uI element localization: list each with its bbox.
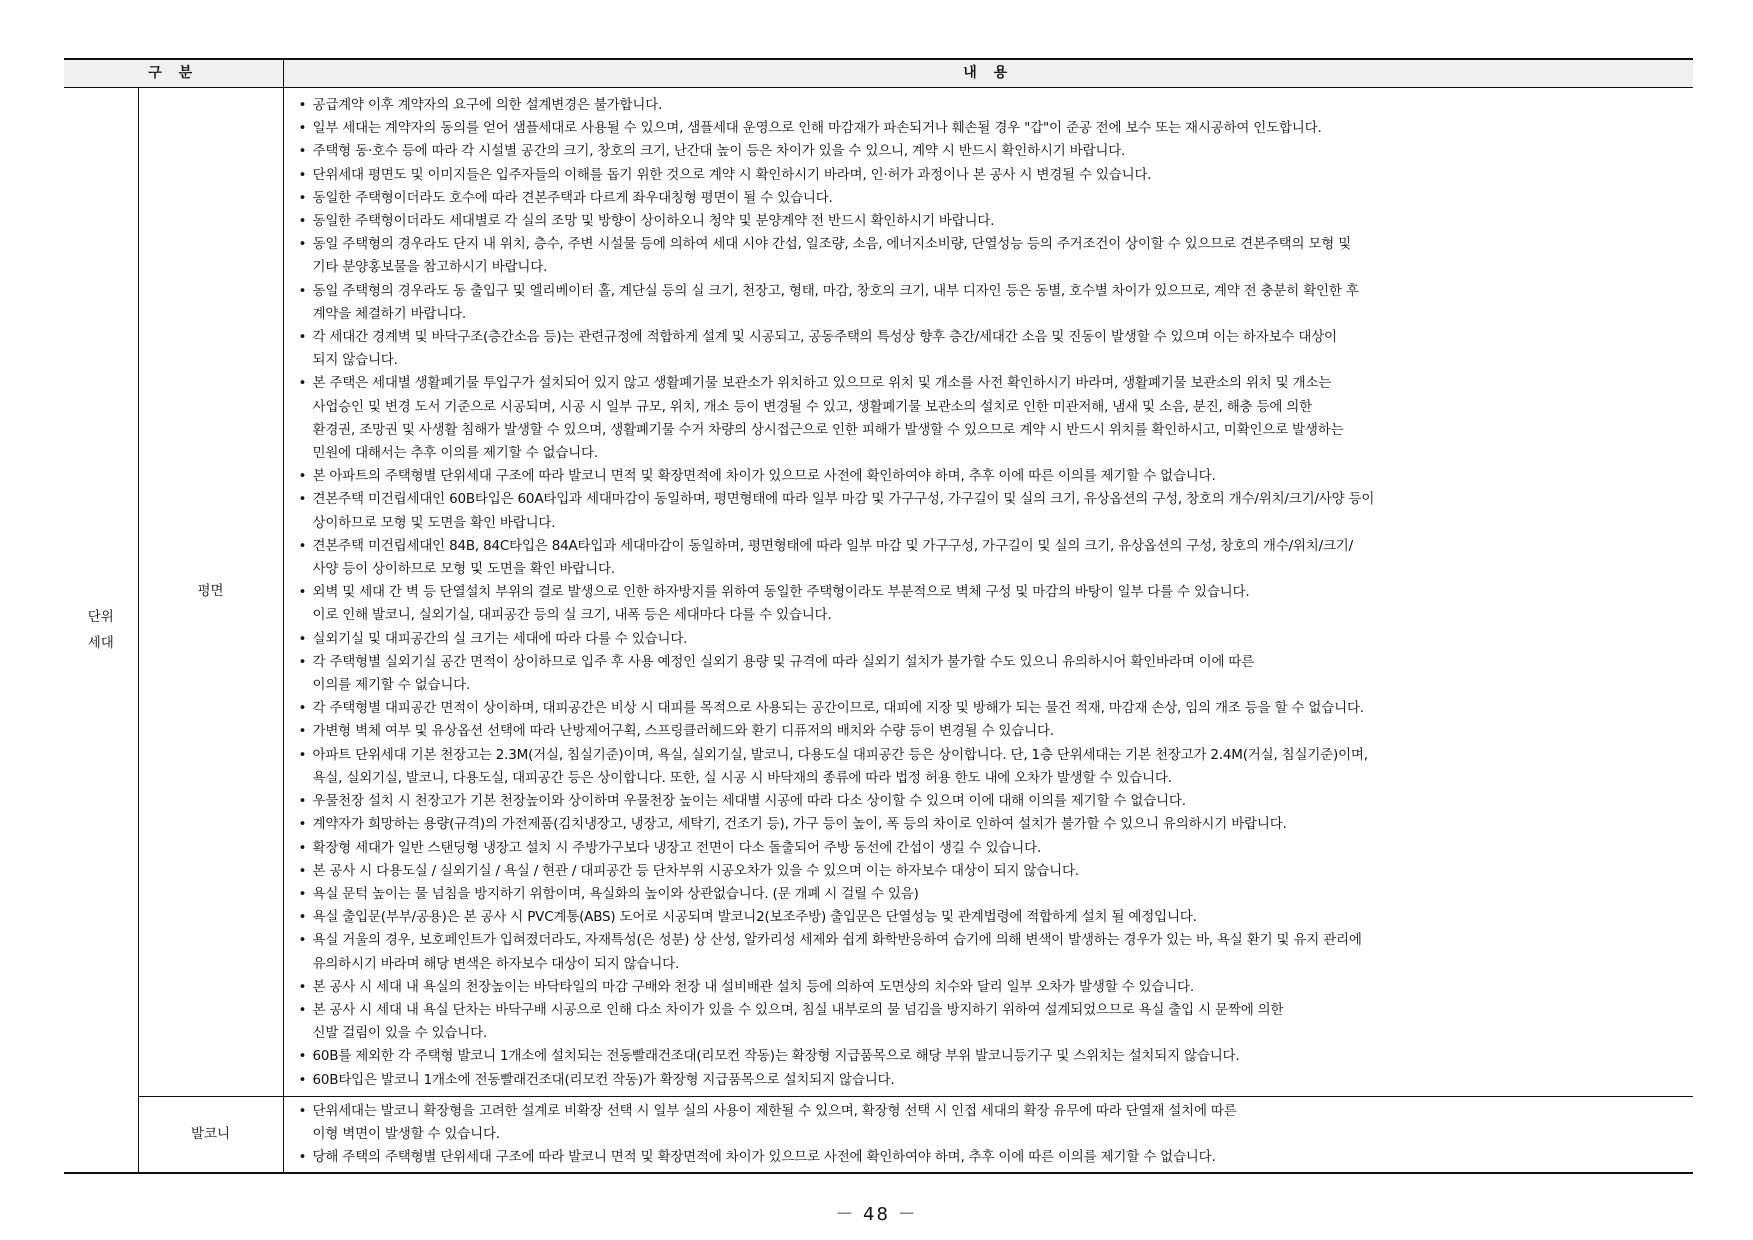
plan-note-item: • 가변형 벽체 여부 및 유상옵션 선택에 따라 난방제어구획, 스프링클러헤드와 환기 디퓨저의 배치와 수량 등이 변경될 수 있습니다. — [298, 720, 1686, 743]
plan-note-item: • 본 주택은 세대별 생활폐기물 투입구가 설치되어 있지 않고 생활폐기물 보관소가 위치하고 있으므로 위치 및 개소를 사전 확인하시기 바라며, 생활폐기물 보관소의 위치 및 개소는 사업승인 및 변경 도서 기준으로 시공되며, 시공 시 일부 규모, 위치, 개소 등이 변경될 수 있고, 생활폐기물 보관소의 설치로 인한 미관저해, 냄새 및 소음, 분진, 해충 등에 의한 환경권, 조망권 및 사생활 침해가 발생할 수 있으며, 생활폐기물 수거 차량의 상시접근으로 인한 피해가 발생할 수 있으므로 계약 시 반드시 위치를 확인하시고, 미확인으로 발생하는 민원에 대해서는 추후 이의를 제기할 수 없습니다. — [298, 372, 1686, 465]
plan-note-item: • 단위세대 평면도 및 이미지들은 입주자들의 이해를 돕기 위한 것으로 계약 시 확인하시기 바라며, 인·허가 과정이나 본 공사 시 변경될 수 있습니다. — [298, 164, 1686, 187]
plan-note-item: • 확장형 세대가 일반 스탠딩형 냉장고 설치 시 주방가구보다 냉장고 전면이 다소 돌출되어 주방 동선에 간섭이 생길 수 있습니다. — [298, 837, 1686, 860]
plan-note-item: • 60B를 제외한 각 주택형 발코니 1개소에 설치되는 전동빨래건조대(리모컨 작동)는 확장형 지급품목으로 해당 부위 발코니등기구 및 스위치는 설치되지 않습니다. — [298, 1045, 1686, 1068]
plan-note-item: • 견본주택 미건립세대인 60B타입은 60A타입과 세대마감이 동일하며, 평면형태에 따라 일부 마감 및 가구구성, 가구길이 및 실의 크기, 유상옵션의 구성, 창호의 개수/위치/크기/사양 등이 상이하므로 모형 및 도면을 확인 바랍니다. — [298, 488, 1686, 534]
plan-note-item: • 동일 주택형의 경우라도 동 출입구 및 엘리베이터 홀, 계단실 등의 실 크기, 천장고, 형태, 마감, 창호의 크기, 내부 디자인 등은 동별, 호수별 차이가 있으므로, 계약 전 충분히 확인한 후 계약을 체결하기 바랍니다. — [298, 280, 1686, 326]
plan-note-item: • 욕실 거울의 경우, 보호페인트가 입혀졌더라도, 자재특성(은 성분) 상 산성, 알카리성 세제와 쉽게 화학반응하여 습기에 의해 변색이 발생하는 경우가 있는 바, 욕실 환기 및 유지 관리에 유의하시기 바라며 해당 변색은 하자보수 대상이 되지 않습니다. — [298, 929, 1686, 975]
row-label-plan: 평면 — [138, 88, 283, 1097]
group-label-unit-household: 단위 세대 — [64, 88, 138, 1174]
plan-note-item: • 본 아파트의 주택형별 단위세대 구조에 따라 발코니 면적 및 확장면적에 차이가 있으므로 사전에 확인하여야 하며, 추후 이에 따른 이의를 제기할 수 없습니다. — [298, 465, 1686, 488]
page-number: － 48 － — [835, 1204, 918, 1225]
plan-note-item: • 견본주택 미건립세대인 84B, 84C타입은 84A타입과 세대마감이 동일하며, 평면형태에 따라 일부 마감 및 가구구성, 가구길이 및 실의 크기, 유상옵션의 구성, 창호의 개수/위치/크기/ 사양 등이 상이하므로 모형 및 도면을 확인 바랍니다. — [298, 535, 1686, 581]
plan-note-item: • 각 주택형별 대피공간 면적이 상이하며, 대피공간은 비상 시 대피를 목적으로 사용되는 공간이므로, 대피에 지장 및 방해가 되는 물건 적재, 마감재 손상, 임의 개조 등을 할 수 없습니다. — [298, 697, 1686, 720]
plan-note-item: • 공급계약 이후 계약자의 요구에 의한 설계변경은 불가합니다. — [298, 94, 1686, 117]
table-row-balcony — [64, 1096, 1693, 1173]
plan-note-item: • 주택형 동·호수 등에 따라 각 시설별 공간의 크기, 창호의 크기, 난간대 높이 등은 차이가 있을 수 있으니, 계약 시 반드시 확인하시기 바랍니다. — [298, 140, 1686, 163]
header-category: 구 분 — [64, 59, 283, 88]
plan-note-item: • 실외기실 및 대피공간의 실 크기는 세대에 따라 다를 수 있습니다. — [298, 628, 1686, 651]
plan-note-item: • 일부 세대는 계약자의 동의를 얻어 샘플세대로 사용될 수 있으며, 샘플세대 운영으로 인해 마감재가 파손되거나 훼손될 경우 "갑"이 준공 전에 보수 또는 재시공하여 인도합니다. — [298, 117, 1686, 140]
plan-note-item: • 동일한 주택형이더라도 세대별로 각 실의 조망 및 방향이 상이하오니 청약 및 분양계약 전 반드시 확인하시기 바랍니다. — [298, 210, 1686, 233]
plan-notes-cell — [283, 88, 1693, 1097]
plan-note-item: • 60B타입은 발코니 1개소에 전동빨래건조대(리모컨 작동)가 확장형 지급품목으로 설치되지 않습니다. — [298, 1069, 1686, 1092]
plan-note-item: • 욕실 출입문(부부/공용)은 본 공사 시 PVC계통(ABS) 도어로 시공되며 발코니2(보조주방) 출입문은 단열성능 및 관계법령에 적합하게 설치 될 예정입니다. — [298, 906, 1686, 929]
plan-note-item: • 본 공사 시 세대 내 욕실의 천장높이는 바닥타일의 마감 구배와 천장 내 설비배관 설치 등에 의하여 도면상의 치수와 달리 일부 오차가 발생할 수 있습니다. — [298, 976, 1686, 999]
table-row-plan — [64, 88, 1693, 1097]
plan-note-item: • 동일한 주택형이더라도 호수에 따라 견본주택과 다르게 좌우대칭형 평면이 될 수 있습니다. — [298, 187, 1686, 210]
plan-note-item: • 본 공사 시 세대 내 욕실 단차는 바닥구배 시공으로 인해 다소 차이가 있을 수 있으며, 침실 내부로의 물 넘김을 방지하기 위하여 설계되었으므로 욕실 출입 시 문짝에 의한 신발 걸림이 있을 수 있습니다. — [298, 999, 1686, 1045]
plan-note-item: • 욕실 문턱 높이는 물 넘침을 방지하기 위함이며, 욕실화의 높이와 상관없습니다. (문 개폐 시 걸릴 수 있음) — [298, 883, 1686, 906]
plan-note-item: • 동일 주택형의 경우라도 단지 내 위치, 층수, 주변 시설물 등에 의하여 세대 시야 간섭, 일조량, 소음, 에너지소비량, 단열성능 등의 주거조건이 상이할 수 있으므로 견본주택의 모형 및 기타 분양홍보물을 참고하시기 바랍니다. — [298, 233, 1686, 279]
table-header-row — [64, 59, 1693, 88]
plan-note-item: • 각 주택형별 실외기실 공간 면적이 상이하므로 입주 후 사용 예정인 실외기 용량 및 규격에 따라 실외기 설치가 불가할 수도 있으니 유의하시어 확인바라며 이에 따른 이의를 제기할 수 없습니다. — [298, 651, 1686, 697]
row-label-balcony: 발코니 — [138, 1096, 283, 1173]
plan-note-item: • 우물천장 설치 시 천장고가 기본 천장높이와 상이하며 우물천장 높이는 세대별 시공에 따라 다소 상이할 수 있으며 이에 대해 이의를 제기할 수 없습니다. — [298, 790, 1686, 813]
balcony-notes-cell — [283, 1096, 1693, 1173]
plan-note-item: • 외벽 및 세대 간 벽 등 단열설치 부위의 결로 발생으로 인한 하자방지를 위하여 동일한 주택형이라도 부분적으로 벽체 구성 및 마감의 바탕이 일부 다를 수 있습니다. 이로 인해 발코니, 실외기실, 대피공간 등의 실 크기, 내폭 등은 세대마다 다를 수 있습니다. — [298, 581, 1686, 627]
notice-table — [64, 58, 1693, 1174]
plan-note-item: • 계약자가 희망하는 용량(규격)의 가전제품(김치냉장고, 냉장고, 세탁기, 건조기 등), 가구 등이 높이, 폭 등의 차이로 인하여 설치가 불가할 수 있으니 유의하시기 바랍니다. — [298, 813, 1686, 836]
plan-note-item: • 본 공사 시 다용도실 / 실외기실 / 욕실 / 현관 / 대피공간 등 단차부위 시공오차가 있을 수 있으며 이는 하자보수 대상이 되지 않습니다. — [298, 860, 1686, 883]
balcony-note-item: • 단위세대는 발코니 확장형을 고려한 설계로 비확장 선택 시 일부 실의 사용이 제한될 수 있으며, 확장형 선택 시 인접 세대의 확장 유무에 따라 단열재 설치에 따른 이형 벽면이 발생할 수 있습니다. — [298, 1100, 1686, 1146]
header-content: 내 용 — [283, 59, 1693, 88]
plan-notes-list — [298, 94, 1686, 1092]
plan-note-item: • 각 세대간 경계벽 및 바닥구조(층간소음 등)는 관련규정에 적합하게 설계 및 시공되고, 공동주택의 특성상 향후 층간/세대간 소음 및 진동이 발생할 수 있으며 이는 하자보수 대상이 되지 않습니다. — [298, 326, 1686, 372]
balcony-notes-list — [298, 1100, 1686, 1170]
plan-note-item: • 아파트 단위세대 기본 천장고는 2.3M(거실, 침실기준)이며, 욕실, 실외기실, 발코니, 다용도실 대피공간 등은 상이합니다. 단, 1층 단위세대는 기본 천장고가 2.4M(거실, 침실기준)이며, 욕실, 실외기실, 발코니, 다용도실, 대피공간 등은 상이합니다. 또한, 실 시공 시 바닥재의 종류에 따라 법정 허용 한도 내에 오차가 발생할 수 있습니다. — [298, 744, 1686, 790]
balcony-note-item: • 당해 주택의 주택형별 단위세대 구조에 따라 발코니 면적 및 확장면적에 차이가 있으므로 사전에 확인하여야 하며, 추후 이에 따른 이의를 제기할 수 없습니다. — [298, 1146, 1686, 1169]
